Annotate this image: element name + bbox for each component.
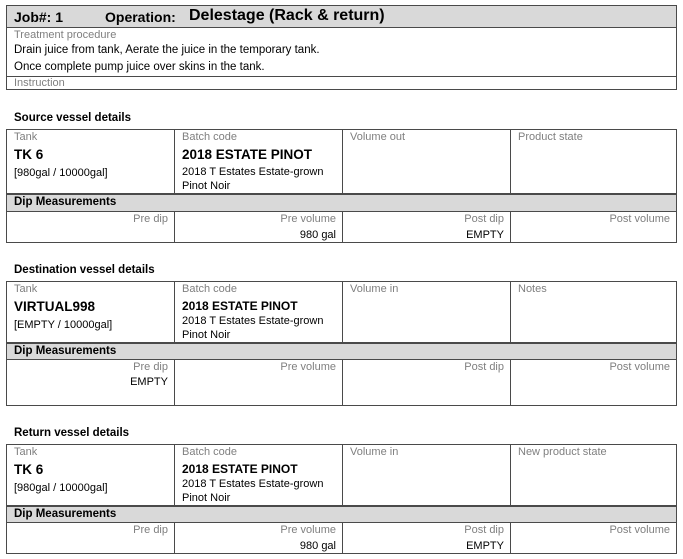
destination-dip-title: Dip Measurements bbox=[14, 345, 117, 357]
source-product-state-label: Product state bbox=[518, 131, 583, 143]
return-batch-description: 2018 T Estates Estate-grown Pinot Noir bbox=[182, 478, 324, 504]
source-volume-out-cell[interactable] bbox=[342, 130, 510, 193]
destination-notes-label: Notes bbox=[518, 283, 547, 295]
source-post-dip-value: EMPTY bbox=[466, 229, 504, 241]
instruction-label[interactable]: Instruction bbox=[14, 77, 65, 89]
return-post-dip-cell[interactable] bbox=[342, 523, 510, 553]
destination-pre-dip-cell[interactable] bbox=[7, 360, 174, 405]
return-pre-dip-label: Pre dip bbox=[133, 524, 168, 536]
destination-pre-dip-value: EMPTY bbox=[130, 376, 168, 388]
destination-tank-label: Tank bbox=[14, 283, 38, 295]
source-post-volume-cell[interactable] bbox=[510, 212, 676, 242]
destination-post-dip-label: Post dip bbox=[464, 361, 504, 373]
source-volume-out-label: Volume out bbox=[350, 131, 406, 143]
return-volume-in-label: Volume in bbox=[350, 446, 399, 458]
destination-tank-capacity: [EMPTY / 10000gal] bbox=[14, 319, 113, 331]
treatment-line-2: Once complete pump juice over skins in the tank. bbox=[14, 61, 265, 73]
source-dip-title: Dip Measurements bbox=[14, 196, 117, 208]
return-vessel-table bbox=[6, 444, 677, 506]
treatment-procedure-label: Treatment procedure bbox=[14, 29, 117, 41]
return-new-product-state-label: New product state bbox=[518, 446, 607, 458]
return-new-product-state-cell[interactable] bbox=[510, 445, 676, 505]
destination-post-dip-cell[interactable] bbox=[342, 360, 510, 405]
source-batch-cell bbox=[174, 130, 342, 193]
source-pre-volume-cell[interactable] bbox=[174, 212, 342, 242]
destination-dip-bar bbox=[6, 342, 677, 360]
return-tank-label: Tank bbox=[14, 446, 38, 458]
return-pre-volume-cell[interactable] bbox=[174, 523, 342, 553]
source-batch-description: 2018 T Estates Estate-grown Pinot Noir bbox=[182, 166, 324, 192]
source-vessel-table bbox=[6, 129, 677, 194]
return-batch-code: 2018 ESTATE PINOT bbox=[182, 462, 298, 476]
source-dip-bar bbox=[6, 193, 677, 212]
source-post-dip-cell[interactable] bbox=[342, 212, 510, 242]
return-pre-dip-cell[interactable] bbox=[7, 523, 174, 553]
return-tank-cell bbox=[7, 445, 174, 505]
return-tank-name: TK 6 bbox=[14, 462, 44, 477]
job-number: Job#: 1 bbox=[14, 9, 64, 25]
return-post-volume-cell[interactable] bbox=[510, 523, 676, 553]
destination-batch-code: 2018 ESTATE PINOT bbox=[182, 299, 298, 313]
source-tank-capacity: [980gal / 10000gal] bbox=[14, 167, 108, 179]
source-pre-dip-label: Pre dip bbox=[133, 213, 168, 225]
source-pre-volume-label: Pre volume bbox=[280, 213, 336, 225]
destination-batch-label: Batch code bbox=[182, 283, 238, 295]
return-post-volume-label: Post volume bbox=[609, 524, 670, 536]
return-tank-capacity: [980gal / 10000gal] bbox=[14, 482, 108, 494]
destination-dip-row bbox=[6, 360, 677, 406]
return-dip-row bbox=[6, 523, 677, 554]
source-post-volume-label: Post volume bbox=[609, 213, 670, 225]
return-post-dip-value: EMPTY bbox=[466, 540, 504, 552]
destination-post-volume-label: Post volume bbox=[609, 361, 670, 373]
return-section-title: Return vessel details bbox=[14, 427, 130, 439]
source-pre-volume-value: 980 gal bbox=[299, 229, 336, 241]
return-pre-volume-label: Pre volume bbox=[280, 524, 336, 536]
destination-section-title: Destination vessel details bbox=[14, 264, 155, 276]
instruction-divider bbox=[7, 76, 676, 77]
operation-value: Delestage (Rack & return) bbox=[189, 7, 385, 24]
return-batch-cell bbox=[174, 445, 342, 505]
destination-vessel-table bbox=[6, 281, 677, 343]
destination-pre-volume-cell[interactable] bbox=[174, 360, 342, 405]
destination-tank-name: VIRTUAL998 bbox=[14, 299, 96, 314]
source-batch-label: Batch code bbox=[182, 131, 238, 143]
source-dip-row bbox=[6, 212, 677, 243]
destination-volume-in-cell[interactable] bbox=[342, 282, 510, 342]
source-product-state-cell[interactable] bbox=[510, 130, 676, 193]
source-tank-name: TK 6 bbox=[14, 147, 44, 162]
destination-tank-cell bbox=[7, 282, 174, 342]
treatment-line-1: Drain juice from tank, Aerate the juice in the temporary tank. bbox=[14, 44, 320, 56]
return-post-dip-label: Post dip bbox=[464, 524, 504, 536]
destination-volume-in-label: Volume in bbox=[350, 283, 399, 295]
treatment-procedure-box bbox=[6, 28, 677, 90]
destination-notes-cell[interactable] bbox=[510, 282, 676, 342]
return-dip-bar bbox=[6, 505, 677, 523]
return-pre-volume-value: 980 gal bbox=[299, 540, 336, 552]
operation-label: Operation: bbox=[105, 9, 176, 25]
source-pre-dip-cell[interactable] bbox=[7, 212, 174, 242]
return-dip-title: Dip Measurements bbox=[14, 508, 117, 520]
destination-pre-dip-label: Pre dip bbox=[133, 361, 168, 373]
destination-pre-volume-label: Pre volume bbox=[280, 361, 336, 373]
destination-post-volume-cell[interactable] bbox=[510, 360, 676, 405]
return-volume-in-cell[interactable] bbox=[342, 445, 510, 505]
return-batch-label: Batch code bbox=[182, 446, 238, 458]
source-tank-label: Tank bbox=[14, 131, 38, 143]
source-section-title: Source vessel details bbox=[14, 112, 131, 124]
job-header-bar bbox=[6, 5, 677, 28]
source-post-dip-label: Post dip bbox=[464, 213, 504, 225]
destination-batch-cell bbox=[174, 282, 342, 342]
source-tank-cell bbox=[7, 130, 174, 193]
destination-batch-description: 2018 T Estates Estate-grown Pinot Noir bbox=[182, 315, 324, 341]
source-batch-code: 2018 ESTATE PINOT bbox=[182, 147, 313, 162]
